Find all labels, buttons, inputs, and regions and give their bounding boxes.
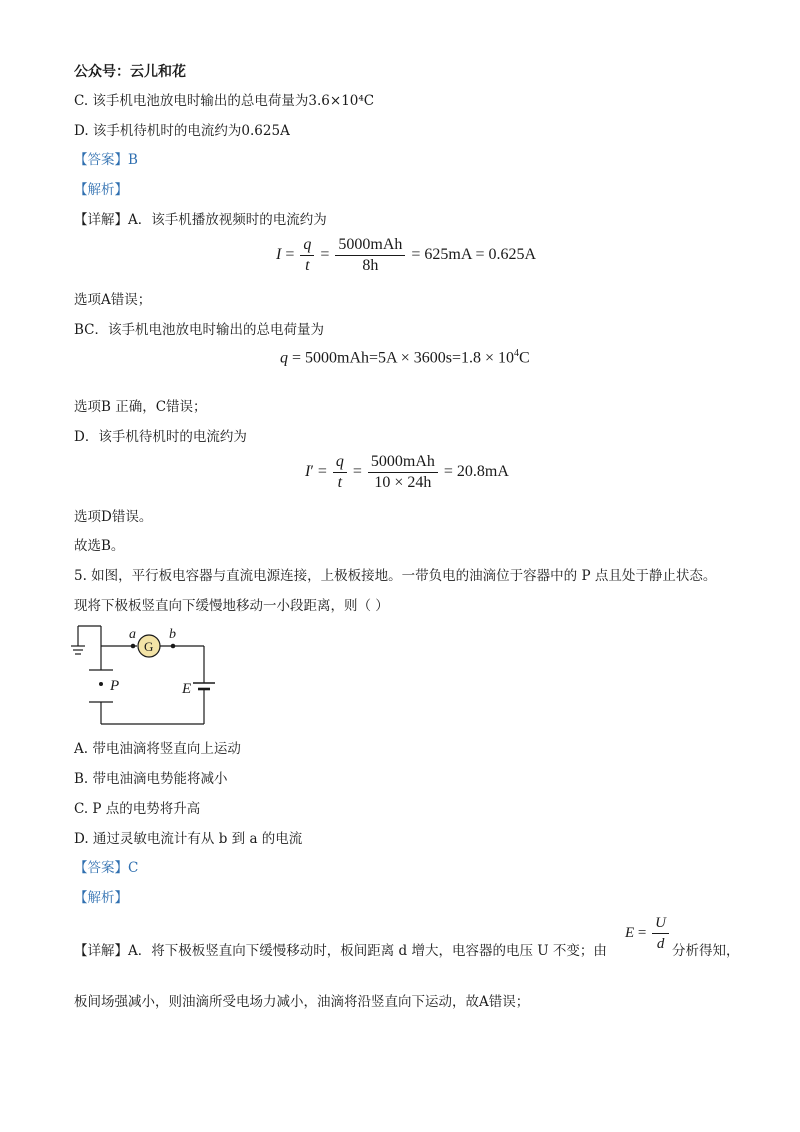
question-5-line-1: 5. 如图，平行板电容器与直流电源连接，上极板接地。一带负电的油滴位于容器中的 P 点且处于静止状态。 (74, 568, 717, 584)
statement-6: 故选B。 (74, 538, 125, 554)
emf-e-label: E (182, 681, 192, 697)
detail-2-line-2: 板间场强减小，则油滴所受电场力减小，油滴将沿竖直向下运动，故A错误； (74, 994, 530, 1010)
statement-1: 选项A错误； (74, 292, 152, 308)
node-a-label: a (129, 627, 136, 642)
detail-2-tail: 分析得知， (672, 943, 740, 959)
detail-1: 【详解】A．该手机播放视频时的电流约为 (74, 212, 327, 228)
equation-2: $q = 5000mAh=5A \times 3600s=1.8 \times 10^4C$ (280, 348, 530, 367)
option-a: A. 带电油滴将竖直向上运动 (74, 741, 241, 757)
equation-4: E = $\frac{U}{d}$ (625, 914, 671, 953)
option-c: C. P 点的电势将升高 (74, 801, 201, 817)
option-b: B. 带电油滴电势能将减小 (74, 771, 228, 787)
option-d: D. 通过灵敏电流计有从 b 到 a 的电流 (74, 831, 303, 847)
equation-1: I = $\frac{q}{t}$ = $\frac{\text{5000mAh}}{8h}$ = 625mA = 0.625A (276, 236, 537, 274)
galvanometer-label: G (144, 639, 154, 654)
analysis-label-1: 【解析】 (74, 182, 128, 198)
statement-3: 选项B 正确，C错误； (74, 399, 207, 415)
equation-3: I′ = $\frac{q}{t}$ = $\frac{\text{5000mAh}}{10 \times 24h}$ = 20.8mA (305, 453, 509, 491)
statement-5: 选项D错误。 (74, 509, 153, 525)
detail-2: 【详解】A．将下极板竖直向下缓慢移动时，板间距离 d 增大，电容器的电压 U 不变；由 (74, 943, 607, 959)
question-5-line-2: 现将下极板竖直向下缓慢地移动一小段距离，则（ ） (74, 598, 389, 614)
circuit-diagram (70, 620, 220, 730)
analysis-label-2: 【解析】 (74, 890, 128, 906)
answer-label-1: 【答案】B (74, 152, 138, 168)
node-b-label: b (169, 627, 176, 642)
watermark-header: 公众号：云儿和花 (74, 64, 186, 80)
point-p-label: P (110, 678, 120, 694)
statement-2: BC．该手机电池放电时输出的总电荷量为 (74, 322, 324, 338)
statement-4: D．该手机待机时的电流约为 (74, 429, 247, 445)
option-d-prev: D. 该手机待机时的电流约为0.625A (74, 123, 290, 139)
answer-label-2: 【答案】C (74, 860, 139, 876)
option-c-prev: C. 该手机电池放电时输出的总电荷量为3.6×10⁴C (74, 93, 375, 109)
